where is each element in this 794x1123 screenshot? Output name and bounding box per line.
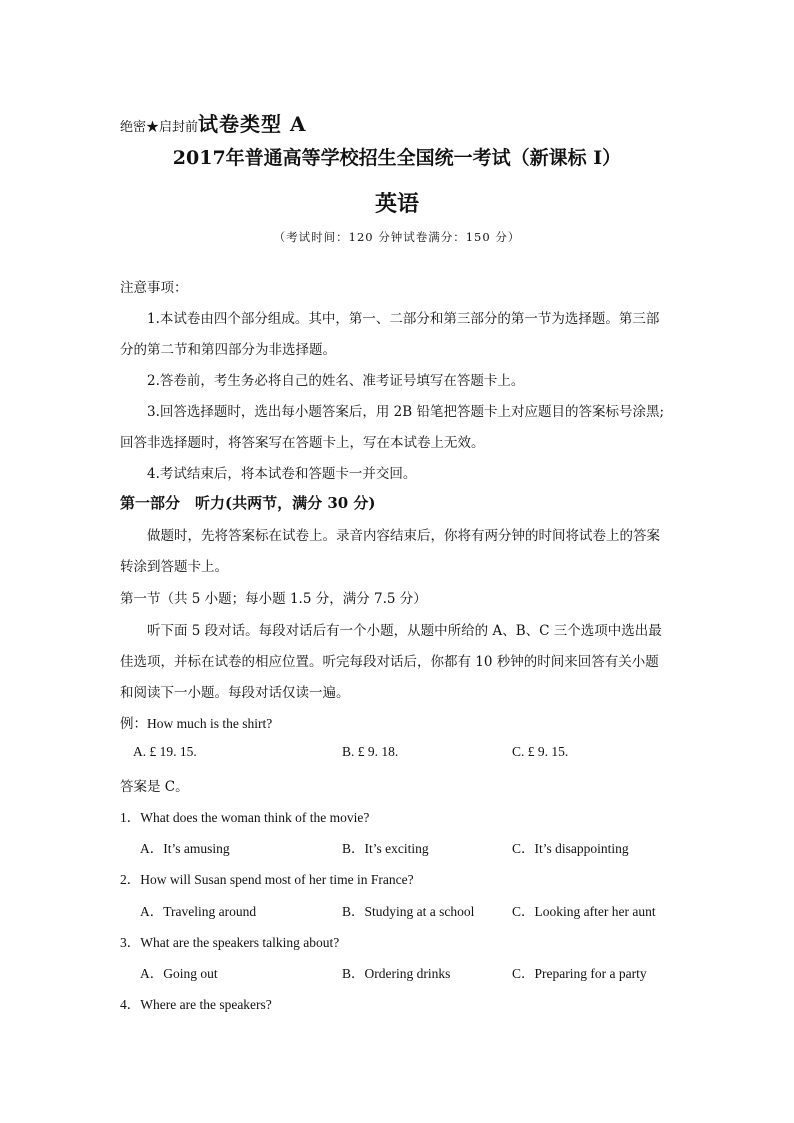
example-option-a: A. £ 19. 15.	[133, 744, 197, 759]
question-1: 1．What does the woman think of the movie?	[120, 810, 370, 825]
section-1-instruction-line-3: 和阅读下一小题。每段对话仅读一遍。	[120, 685, 350, 701]
question-4: 4．Where are the speakers?	[120, 997, 272, 1012]
section-1-instruction-line-1: 听下面 5 段对话。每段对话后有一个小题，从题中所给的 A、B、C 三个选项中选出最	[147, 623, 662, 639]
note-4: 4.考试结束后，将本试卷和答题卡一并交回。	[147, 466, 417, 482]
note-3-line-2: 回答非选择题时，将答案写在答题卡上，写在本试卷上无效。	[120, 435, 485, 451]
question-3-option-a: A．Going out	[140, 966, 218, 981]
question-2-option-a: A．Traveling around	[140, 904, 257, 919]
section-1-instruction-line-2: 佳选项，并标在试卷的相应位置。听完每段对话后，你都有 10 秒钟的时间来回答有关小题	[120, 654, 659, 670]
question-1-option-c: C．It’s disappointing	[512, 841, 629, 856]
example-option-b: B. £ 9. 18.	[342, 744, 399, 759]
question-2-option-c: C．Looking after her aunt	[512, 904, 656, 919]
note-1-line-1: 1.本试卷由四个部分组成。其中，第一、二部分和第三部分的第一节为选择题。第三部	[147, 311, 660, 327]
question-3-option-b: B．Ordering drinks	[342, 966, 451, 981]
part-1-title: 第一部分 听力(共两节，满分 30 分)	[120, 494, 376, 512]
note-2: 2.答卷前，考生务必将自己的姓名、准考证号填写在答题卡上。	[147, 373, 525, 389]
example-option-c: C. £ 9. 15.	[512, 744, 569, 759]
note-3-line-1: 3.回答选择题时，选出每小题答案后，用 2B 铅笔把答题卡上对应题目的答案标号涂黑;	[147, 404, 665, 420]
secret-mark: 绝密★启封前	[120, 120, 199, 135]
notes-heading: 注意事项：	[120, 280, 188, 296]
question-3-option-c: C．Preparing for a party	[512, 966, 647, 981]
question-2-option-b: B．Studying at a school	[342, 904, 475, 919]
part-1-intro-line-1: 做题时，先将答案标在试卷上。录音内容结束后，你将有两分钟的时间将试卷上的答案	[147, 528, 660, 544]
question-2: 2．How will Susan spend most of her time in France?	[120, 872, 414, 887]
example-question: 例：How much is the shirt?	[120, 716, 273, 731]
subject-title: 英语	[374, 191, 419, 217]
exam-timing: （考试时间：120 分钟试卷满分：150 分）	[273, 230, 521, 244]
question-1-option-b: B．It’s exciting	[342, 841, 429, 856]
example-answer: 答案是 C。	[120, 779, 189, 795]
question-1-option-a: A．It’s amusing	[140, 841, 230, 856]
paper-type: 试卷类型 A	[198, 112, 307, 136]
exam-title: 2017年普通高等学校招生全国统一考试（新课标 I）	[172, 147, 622, 169]
section-1-title: 第一节（共 5 小题；每小题 1.5 分，满分 7.5 分）	[120, 591, 427, 607]
question-3: 3．What are the speakers talking about?	[120, 935, 340, 950]
part-1-intro-line-2: 转涂到答题卡上。	[120, 559, 228, 575]
paper-header	[120, 108, 307, 137]
note-1-line-2: 分的第二节和第四部分为非选择题。	[120, 342, 336, 358]
